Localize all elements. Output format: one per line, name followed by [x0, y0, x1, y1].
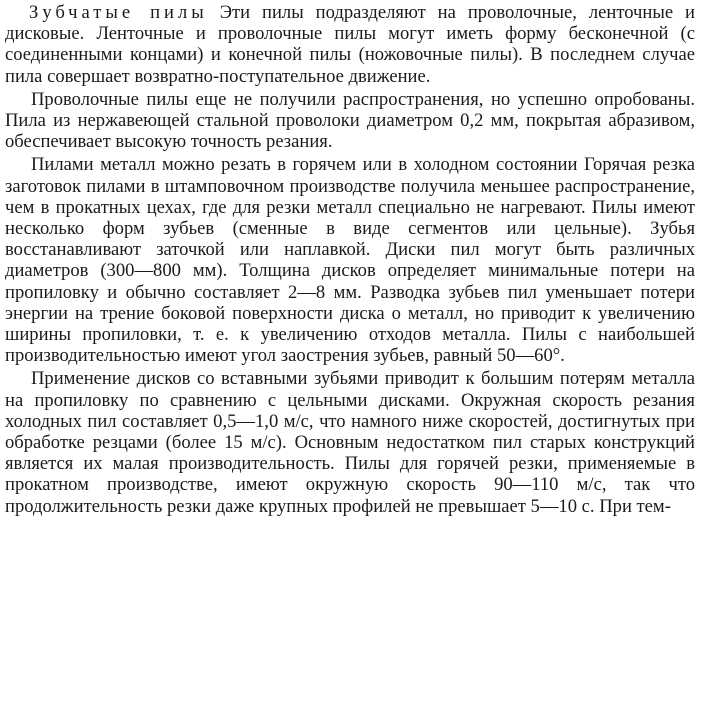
- paragraph-wire-saws: Проволочные пилы еще не получили распространения, но успешно опробованы. Пила из нержавеющей стальной проволоки диаметром 0,2 мм, покрытая абразивом, обеспечивает высокую точность резания.: [5, 88, 695, 153]
- document-page: [5, 2, 695, 519]
- section-lead: Зубчатые пилы: [29, 2, 208, 23]
- paragraph-text: Эти пилы подразделяют на проволочные, ленточные и дисковые. Ленточные и проволочные пилы могут иметь форму бесконечной (с соединенными концами) и конечной пилы (ножовочные пилы). В последнем случае пила совершает возвратно-поступательное движение.: [5, 2, 695, 87]
- paragraph-hot-cold-cutting: Пилами металл можно резать в горячем или в холодном состоянии Горячая резка заготовок пилами в штамповочном производстве получила меньшее распространение, чем в прокатных цехах, где для резки металл специально не нагревают. Пилы имеют несколько форм зубьев (сменные в виде сегментов или цельные). Зубья восстанавливают заточкой или наплавкой. Диски пил могут быть различных диаметров (300—800 мм). Толщина дисков определяет минимальные потери на пропиловку и обычно составляет 2—8 мм. Разводка зубьев пил уменьшает потери энергии на трение боковой поверхности диска о металл, но приводит к увеличению ширины пропиловки, т. е. к увеличению отходов металла. Пилы с наибольшей производительностью имеют угол заострения зубьев, равный 50—60°.: [5, 154, 695, 367]
- paragraph-inserted-teeth: Применение дисков со вставными зубьями приводит к большим потерям металла на пропиловку по сравнению с цельными дисками. Окружная скорость резания холодных пил составляет 0,5—1,0 м/с, что намного ниже скоростей, достигнутых при обработке резцами (более 15 м/с). Основным недостатком пил старых конструкций является их малая производительность. Пилы для горячей резки, применяемые в прокатном производстве, имеют окружную скорость 90—110 м/с, так что продолжительность резки даже крупных профилей не превышает 5—10 с. При тем-: [5, 368, 695, 517]
- paragraph-toothed-saws: [5, 2, 695, 87]
